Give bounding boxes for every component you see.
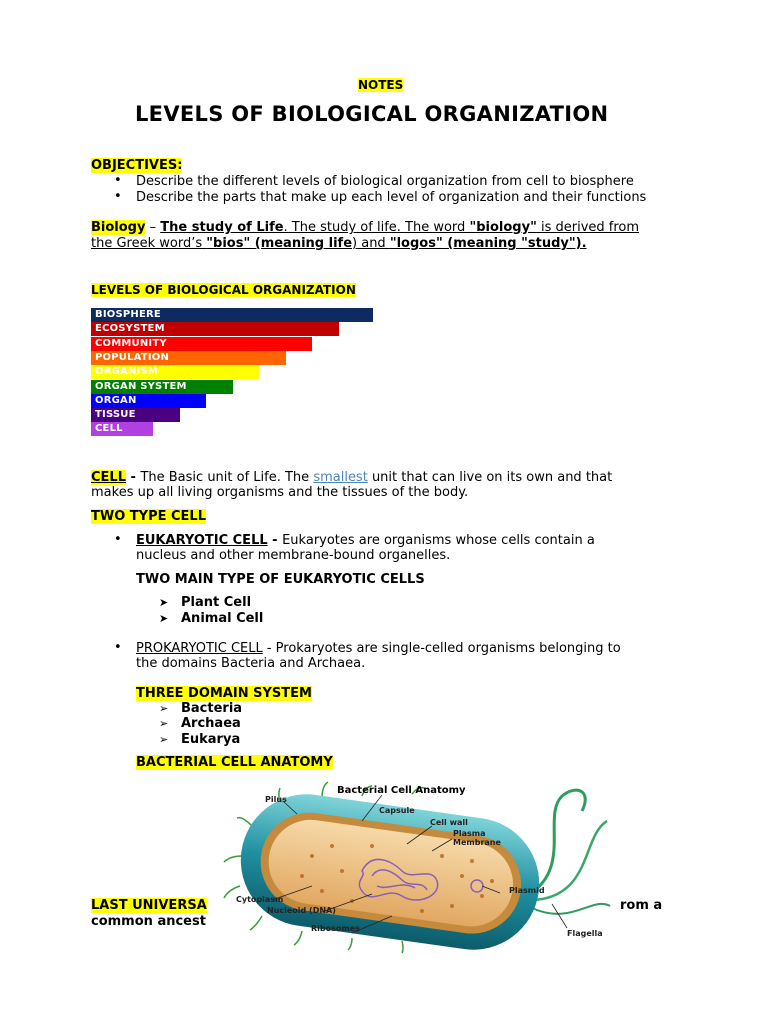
eukaryotic-line1 — [136, 533, 595, 548]
diagram-label-nucleoid: Nucleoid (DNA) — [267, 906, 336, 915]
arrow-bullet-icon: ➢ — [159, 717, 169, 730]
level-bar-biosphere — [91, 308, 373, 322]
biology-definition-line2 — [91, 236, 587, 251]
prokaryotic-text: - Prokaryotes are single-celled organisms belonging to — [262, 641, 621, 656]
dash: – — [145, 220, 161, 235]
dash: - — [267, 533, 283, 548]
diagram-label-pilus: Pilus — [265, 795, 287, 804]
diagram-title: Bacterial Cell Anatomy — [337, 785, 466, 796]
biology-text: and — [357, 236, 390, 251]
level-bar-organ-system — [91, 380, 233, 394]
biology-word: "biology" — [469, 220, 537, 235]
prokaryotic-line1 — [136, 641, 621, 656]
levels-heading-text: LEVELS OF BIOLOGICAL ORGANIZATION — [91, 283, 356, 297]
levels-heading — [91, 283, 356, 298]
bacterial-anatomy-heading-text: BACTERIAL CELL ANATOMY — [136, 755, 333, 770]
level-label: BIOSPHERE — [95, 309, 161, 320]
objectives-heading-text: OBJECTIVES: — [91, 158, 183, 173]
biology-text: . The study of life. The word — [283, 220, 470, 235]
bullet-icon: • — [114, 640, 122, 655]
cell-definition-line1 — [91, 470, 612, 485]
two-type-heading — [91, 509, 206, 524]
prokaryotic-term: PROKARYOTIC CELL — [136, 641, 263, 656]
objective-item: Describe the parts that make up each level of organization and their functions — [136, 190, 647, 205]
diagram-label-plasmid: Plasmid — [509, 886, 545, 895]
level-label: ORGAN SYSTEM — [95, 380, 187, 392]
notes-label: NOTES — [358, 78, 404, 92]
bullet-icon: • — [114, 532, 122, 547]
page-title: LEVELS OF BIOLOGICAL ORGANIZATION — [135, 102, 609, 126]
domain-item: Archaea — [181, 716, 241, 731]
level-label: COMMUNITY — [95, 337, 167, 349]
cell-text: unit that can live on its own and that — [367, 470, 613, 485]
eukaryotic-subheading: TWO MAIN TYPE OF EUKARYOTIC CELLS — [136, 572, 425, 587]
objectives-heading — [91, 158, 182, 173]
level-label: ECOSYSTEM — [95, 323, 165, 335]
luca-text: LAST UNIVERSA — [91, 898, 207, 913]
biology-phrase: The study of Life — [160, 220, 284, 235]
objective-item: Describe the different levels of biological organization from cell to biosphere — [136, 174, 634, 189]
three-domain-heading — [136, 686, 312, 701]
diagram-label-cytoplasm: Cytoplasm — [236, 895, 284, 904]
eukaryotic-term: EUKARYOTIC CELL — [136, 533, 268, 548]
level-bar-cell — [91, 422, 153, 436]
level-label: ORGANISM — [95, 366, 158, 378]
eukaryotic-type: Plant Cell — [181, 595, 252, 610]
eukaryotic-text: Eukaryotes are organisms whose cells contain a — [282, 533, 595, 548]
domain-item: Eukarya — [181, 732, 241, 747]
biology-text: is derived from — [536, 220, 640, 235]
bacterial-cell-diagram — [212, 776, 614, 956]
arrow-bullet-icon: ➤ — [159, 612, 169, 625]
level-label: ORGAN — [95, 394, 137, 406]
arrow-bullet-icon: ➢ — [159, 702, 169, 715]
biology-term: Biology — [91, 220, 146, 235]
biology-text: ) — [352, 236, 358, 251]
level-label: POPULATION — [95, 351, 170, 363]
eukaryotic-type: Animal Cell — [181, 611, 264, 626]
luca-line1-start — [91, 898, 207, 913]
level-bar-organ — [91, 394, 206, 408]
diagram-label-ribosomes: Ribosomes — [311, 924, 360, 933]
level-bar-ecosystem — [91, 322, 339, 336]
cell-term: CELL — [91, 470, 126, 485]
level-bar-organism — [91, 365, 259, 379]
arrow-bullet-icon: ➢ — [159, 733, 169, 746]
luca-line2: common ancest — [91, 914, 206, 929]
level-label: CELL — [95, 423, 123, 435]
diagram-label-capsule: Capsule — [379, 806, 415, 815]
three-domain-heading-text: THREE DOMAIN SYSTEM — [136, 686, 312, 701]
level-bar-population — [91, 351, 286, 365]
biology-text: the Greek word’s — [91, 236, 207, 251]
diagram-label-plasma-membrane: Plasma Membrane — [453, 829, 501, 847]
prokaryotic-line2: the domains Bacteria and Archaea. — [136, 656, 366, 671]
dash: - — [126, 470, 141, 485]
eukaryotic-line2: nucleus and other membrane-bound organelles. — [136, 548, 451, 563]
cell-definition-line2: makes up all living organisms and the tissues of the body. — [91, 485, 469, 500]
luca-line1-end: rom a — [620, 898, 663, 913]
bullet-icon: • — [114, 173, 122, 188]
bios-term: "bios" (meaning life — [206, 236, 353, 251]
logos-term: "logos" (meaning "study"). — [389, 236, 587, 251]
diagram-label-cell-wall: Cell wall — [430, 818, 468, 827]
arrow-bullet-icon: ➤ — [159, 596, 169, 609]
cell-text: The Basic unit of Life. The — [140, 470, 314, 485]
domain-item: Bacteria — [181, 701, 243, 716]
level-bar-community — [91, 337, 312, 351]
level-label: TISSUE — [95, 409, 136, 421]
level-bar-tissue — [91, 408, 180, 422]
diagram-label-flagella: Flagella — [567, 929, 603, 938]
biology-definition-line1 — [91, 220, 639, 235]
smallest-link[interactable]: smallest — [313, 470, 368, 485]
bacterial-anatomy-heading — [136, 755, 333, 770]
bullet-icon: • — [114, 189, 122, 204]
two-type-heading-text: TWO TYPE CELL — [91, 509, 206, 524]
